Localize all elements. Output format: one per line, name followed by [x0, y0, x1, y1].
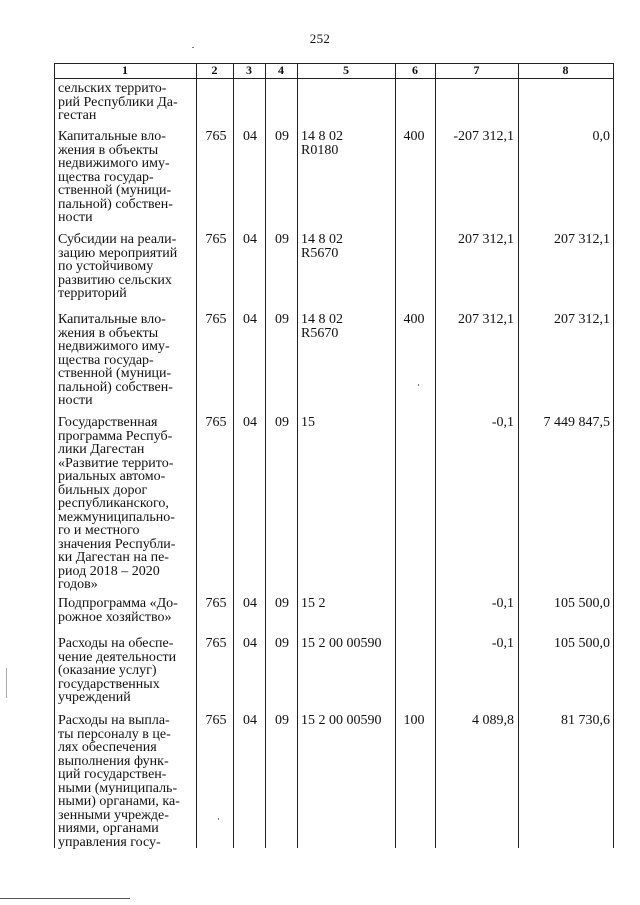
- column-border: [233, 63, 234, 848]
- column-border: [196, 63, 197, 848]
- column-border: [54, 63, 55, 848]
- row-target-code: 15 2 00 00590: [301, 636, 382, 651]
- row-section: 04: [243, 232, 257, 247]
- row-section: 04: [243, 312, 257, 327]
- scan-bottom-line: [0, 898, 130, 899]
- row-amount-col8: 207 312,1: [554, 312, 610, 327]
- row-amount-col8: 105 500,0: [554, 596, 610, 611]
- row-section: 04: [243, 129, 257, 144]
- column-header: 2: [211, 63, 218, 77]
- column-header: 5: [343, 63, 349, 77]
- row-amount-col8: 0,0: [592, 129, 610, 144]
- row-amount-col8: 105 500,0: [554, 636, 610, 651]
- row-target-code: 14 8 02 R5670: [301, 312, 343, 341]
- row-expense-type: 400: [403, 129, 425, 144]
- column-border: [518, 63, 519, 848]
- column-border: [265, 63, 266, 848]
- row-subsection: 09: [275, 596, 289, 611]
- row-target-code: 15 2: [301, 596, 326, 611]
- row-amount-col7: 4 089,8: [472, 713, 514, 728]
- row-amount-col7: -0,1: [491, 596, 514, 611]
- row-subsection: 09: [275, 129, 289, 144]
- row-admin-code: 765: [205, 596, 227, 611]
- row-amount-col7: 207 312,1: [458, 232, 514, 247]
- row-admin-code: 765: [205, 636, 227, 651]
- row-section: 04: [243, 713, 257, 728]
- column-border: [613, 63, 614, 848]
- row-section: 04: [243, 636, 257, 651]
- row-name: Капитальные вло- жения в объекты недвижимого иму- щества государ- ственной (муници- пальной) собствен- ности: [58, 129, 173, 225]
- row-amount-col8: 7 449 847,5: [543, 415, 610, 430]
- column-header: 3: [246, 63, 252, 77]
- row-amount-col8: 207 312,1: [554, 232, 610, 247]
- column-header: 6: [412, 63, 418, 77]
- row-amount-col7: 207 312,1: [458, 312, 514, 327]
- column-border: [435, 63, 436, 848]
- row-name: Субсидии на реали- зацию мероприятий по устойчивому развитию сельских территорий: [58, 232, 178, 301]
- row-admin-code: 765: [205, 415, 227, 430]
- row-admin-code: 765: [205, 312, 227, 327]
- row-admin-code: 765: [205, 713, 227, 728]
- row-expense-type: 400: [403, 312, 425, 327]
- row-subsection: 09: [275, 232, 289, 247]
- row-subsection: 09: [275, 312, 289, 327]
- row-amount-col7: -0,1: [491, 415, 514, 430]
- column-header: 8: [562, 63, 569, 77]
- row-target-code: 15: [301, 415, 315, 430]
- row-section: 04: [243, 596, 257, 611]
- budget-table: [54, 63, 614, 848]
- scan-margin-mark: [6, 668, 7, 698]
- row-subsection: 09: [275, 636, 289, 651]
- row-name: сельских террито- рий Республики Да- гестан: [58, 81, 178, 123]
- scan-speck: [418, 384, 419, 386]
- row-subsection: 09: [275, 415, 289, 430]
- row-admin-code: 765: [205, 232, 227, 247]
- row-name: Капитальные вло- жения в объекты недвижимого иму- щества государ- ственной (муници- пальной) собствен- ности: [58, 312, 173, 408]
- column-header: 4: [278, 63, 284, 77]
- scan-speck: [218, 818, 219, 820]
- row-target-code: 14 8 02 R5670: [301, 232, 343, 261]
- column-border: [395, 63, 396, 848]
- header-bottom-border: [54, 78, 614, 79]
- row-admin-code: 765: [205, 129, 227, 144]
- row-expense-type: 100: [403, 713, 425, 728]
- row-amount-col7: -207 312,1: [453, 129, 514, 144]
- row-name: Государственная программа Респуб- лики Дагестан «Развитие террито- риальных автомо- бильных дорог республиканского, межмуниципально- го и местного значения Республи- ки Дагестан на пе- риод 2018 – 2020 годов»: [58, 415, 176, 592]
- row-target-code: 14 8 02 R0180: [301, 129, 343, 158]
- column-header: 7: [473, 63, 480, 77]
- column-header: 1: [122, 63, 128, 77]
- column-border: [297, 63, 298, 848]
- row-subsection: 09: [275, 713, 289, 728]
- row-name: Расходы на выпла- ты персоналу в це- лях обеспечения выполнения функ- ций государствен- ными (муниципаль- ными) органами, ка- зенными учрежде- ниями, органами управления госу-: [58, 713, 180, 850]
- page-number: 252: [309, 31, 331, 46]
- row-name: Подпрограмма «До- рожное хозяйство»: [58, 596, 178, 625]
- row-amount-col8: 81 730,6: [561, 713, 610, 728]
- row-amount-col7: -0,1: [491, 636, 514, 651]
- row-name: Расходы на обеспе- чение деятельности (оказание услуг) государственных учреждений: [58, 636, 177, 705]
- scan-speck: [192, 47, 194, 48]
- row-target-code: 15 2 00 00590: [301, 713, 382, 728]
- row-section: 04: [243, 415, 257, 430]
